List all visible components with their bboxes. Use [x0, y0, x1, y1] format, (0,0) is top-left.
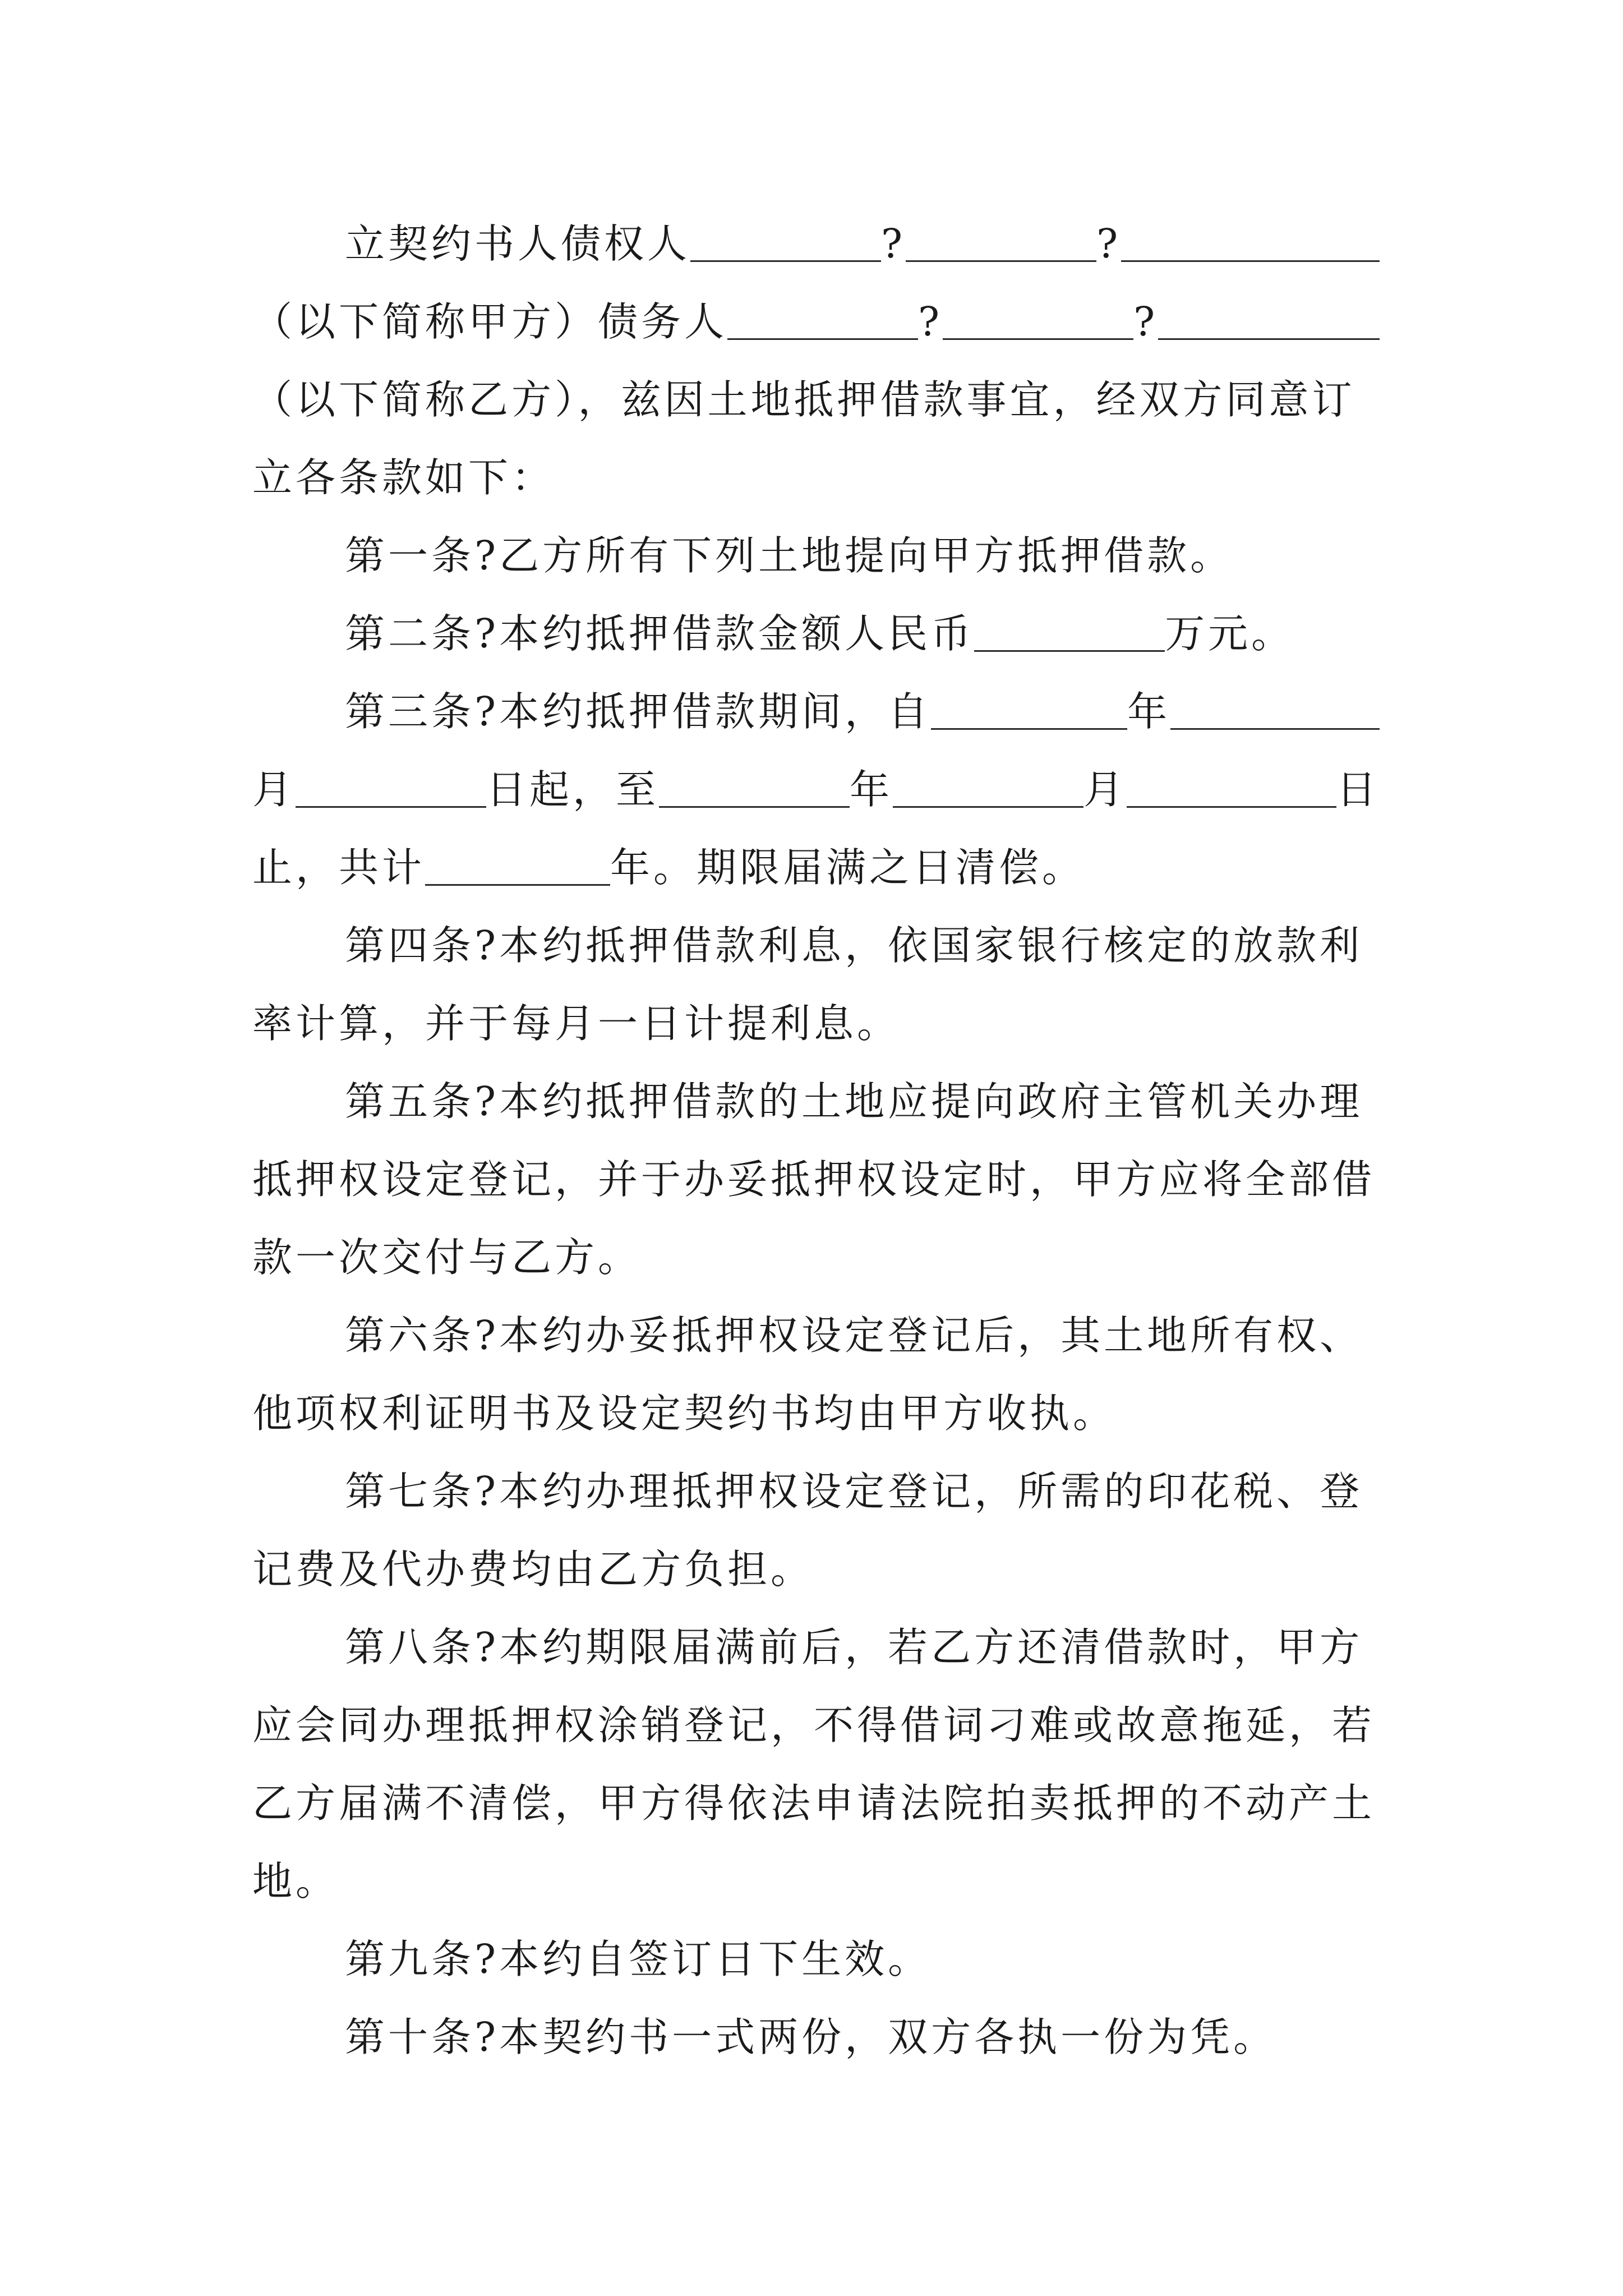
end-year-blank — [659, 771, 850, 808]
article-text: 日 — [1336, 766, 1380, 813]
article-text: 第一条?乙方所有下列土地提向甲方抵押借款。 — [345, 532, 1234, 579]
article-text: 月 — [252, 766, 296, 813]
article-text: 第四条?本约抵押借款利息，依国家银行核定的放款利 — [345, 922, 1363, 969]
preamble-text: （以下简称甲方）债务人 — [252, 298, 728, 345]
article-4-line-1 — [252, 907, 1380, 984]
article-text: 乙方届满不清偿，甲方得依法申请法院拍卖抵押的不动产土 — [252, 1780, 1376, 1826]
article-text: 万元。 — [1165, 610, 1295, 657]
debtor-blank-1 — [727, 303, 918, 340]
creditor-blank-2 — [906, 226, 1096, 262]
start-month-blank — [1170, 693, 1380, 730]
preamble-text: （以下简称乙方），兹因土地抵押借款事宜，经双方同意订 — [252, 376, 1355, 423]
article-text: 第二条?本约抵押借款金额人民币 — [345, 610, 975, 657]
start-year-blank — [931, 693, 1127, 730]
end-day-blank — [1127, 771, 1336, 808]
article-text: 年 — [1127, 688, 1171, 735]
article-text: 止，共计 — [252, 844, 426, 891]
contract-body — [252, 205, 1380, 2076]
article-text: 记费及代办费均由乙方负担。 — [252, 1546, 814, 1593]
article-10 — [252, 1998, 1380, 2076]
preamble-text: 立各条款如下： — [252, 454, 555, 501]
article-text: 年 — [850, 766, 893, 813]
amount-blank — [974, 615, 1165, 652]
article-text: 第七条?本约办理抵押权设定登记，所需的印花税、登 — [345, 1468, 1363, 1515]
total-years-blank — [425, 849, 610, 886]
article-text: 抵押权设定登记，并于办妥抵押权设定时，甲方应将全部借 — [252, 1156, 1376, 1203]
debtor-blank-3 — [1158, 303, 1380, 340]
preamble-line-3 — [252, 361, 1380, 439]
placeholder-mark: ? — [881, 220, 906, 267]
placeholder-mark: ? — [1133, 298, 1159, 345]
article-7-line-2 — [252, 1530, 1380, 1608]
article-3-line-2 — [252, 751, 1380, 829]
article-8-line-1 — [252, 1608, 1380, 1686]
article-text: 第八条?本约期限届满前后，若乙方还清借款时，甲方 — [345, 1624, 1363, 1671]
article-text: 率计算，并于每月一日计提利息。 — [252, 1000, 901, 1047]
article-text: 款一次交付与乙方。 — [252, 1234, 642, 1281]
preamble-line-4 — [252, 439, 1380, 517]
end-month-blank — [893, 771, 1083, 808]
article-8-line-3 — [252, 1764, 1380, 1842]
creditor-blank-1 — [690, 226, 881, 262]
placeholder-mark: ? — [1096, 220, 1122, 267]
article-6-line-2 — [252, 1374, 1380, 1452]
article-text: 第三条?本约抵押借款期间，自 — [345, 688, 932, 735]
article-3-line-3 — [252, 829, 1380, 907]
article-5-line-1 — [252, 1062, 1380, 1140]
article-2 — [252, 595, 1380, 673]
article-text: 日起，至 — [486, 766, 660, 813]
article-4-line-2 — [252, 984, 1380, 1062]
preamble-text: 立契约书人债权人 — [345, 220, 691, 267]
start-day-blank — [296, 771, 486, 808]
article-8-line-4 — [252, 1842, 1380, 1920]
article-8-line-2 — [252, 1686, 1380, 1764]
article-9 — [252, 1920, 1380, 1998]
preamble-line-2 — [252, 283, 1380, 361]
article-5-line-3 — [252, 1218, 1380, 1296]
article-text: 第六条?本约办妥抵押权设定登记后，其土地所有权、 — [345, 1312, 1363, 1359]
article-text: 年。期限届满之日清偿。 — [610, 844, 1086, 891]
placeholder-mark: ? — [918, 298, 943, 345]
article-text: 地。 — [252, 1858, 339, 1904]
creditor-blank-3 — [1121, 226, 1380, 262]
article-text: 他项权利证明书及设定契约书均由甲方收执。 — [252, 1390, 1117, 1437]
article-text: 第十条?本契约书一式两份，双方各执一份为凭。 — [345, 2014, 1277, 2060]
article-text: 月 — [1083, 766, 1127, 813]
article-6-line-1 — [252, 1296, 1380, 1374]
preamble-line-1 — [252, 205, 1380, 283]
article-1 — [252, 517, 1380, 595]
article-text: 第九条?本约自签订日下生效。 — [345, 1936, 932, 1982]
debtor-blank-2 — [943, 303, 1133, 340]
article-7-line-1 — [252, 1452, 1380, 1530]
article-text: 应会同办理抵押权涂销登记，不得借词刁难或故意拖延，若 — [252, 1702, 1376, 1749]
article-5-line-2 — [252, 1140, 1380, 1218]
article-3-line-1 — [252, 673, 1380, 751]
article-text: 第五条?本约抵押借款的土地应提向政府主管机关办理 — [345, 1078, 1363, 1125]
